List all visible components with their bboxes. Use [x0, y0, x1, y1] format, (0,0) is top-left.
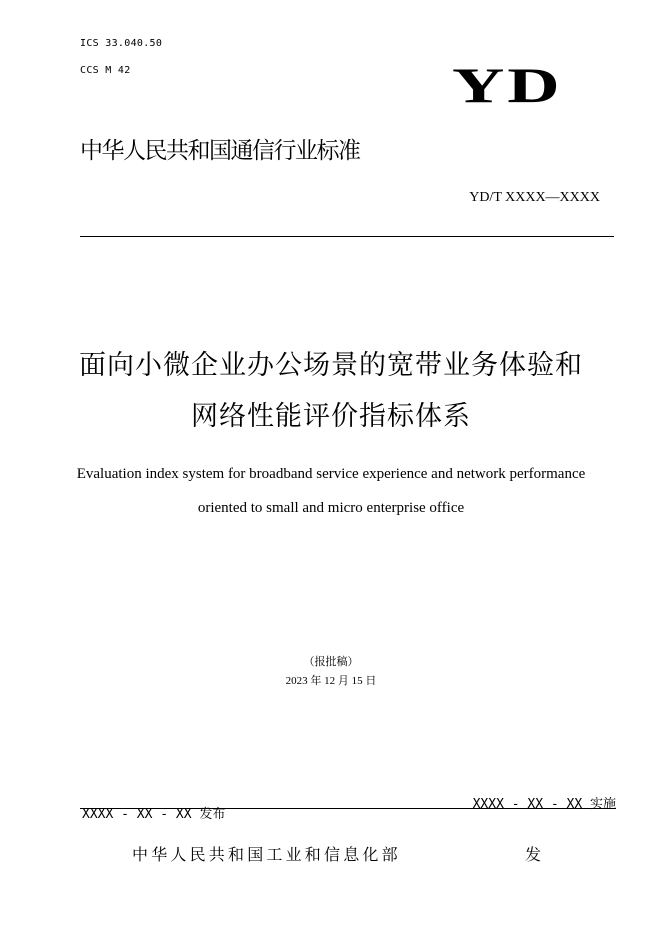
chinese-title-line-1: 面向小微企业办公场景的宽带业务体验和 [79, 350, 583, 381]
yd-logo: YD [452, 57, 563, 113]
english-title-line-2: oriented to small and micro enterprise office [197, 500, 465, 516]
english-title-line-1: Evaluation index system for broadband service experience and network performance [76, 466, 586, 482]
ics-code: ICS 33.040.50 [80, 38, 163, 49]
footer-divider [80, 808, 616, 809]
draft-date: 2023 年 12 月 15 日 [285, 675, 377, 687]
chinese-title-line-2: 网络性能评价指标体系 [191, 401, 471, 432]
header-divider [80, 236, 614, 237]
ccs-code: CCS M 42 [80, 65, 131, 76]
industry-standard-heading: 中华人民共和国通信行业标准 [80, 138, 360, 164]
draft-status: （报批稿） [303, 656, 359, 668]
issuing-ministry: 中华人民共和国工业和信息化部 [132, 845, 401, 864]
standard-number: YD/T XXXX—XXXX [469, 190, 600, 205]
implementation-date: XXXX - XX - XX 实施 [472, 797, 616, 812]
issue-label: 发 [525, 845, 542, 864]
publication-date: XXXX - XX - XX 发布 [82, 807, 226, 822]
